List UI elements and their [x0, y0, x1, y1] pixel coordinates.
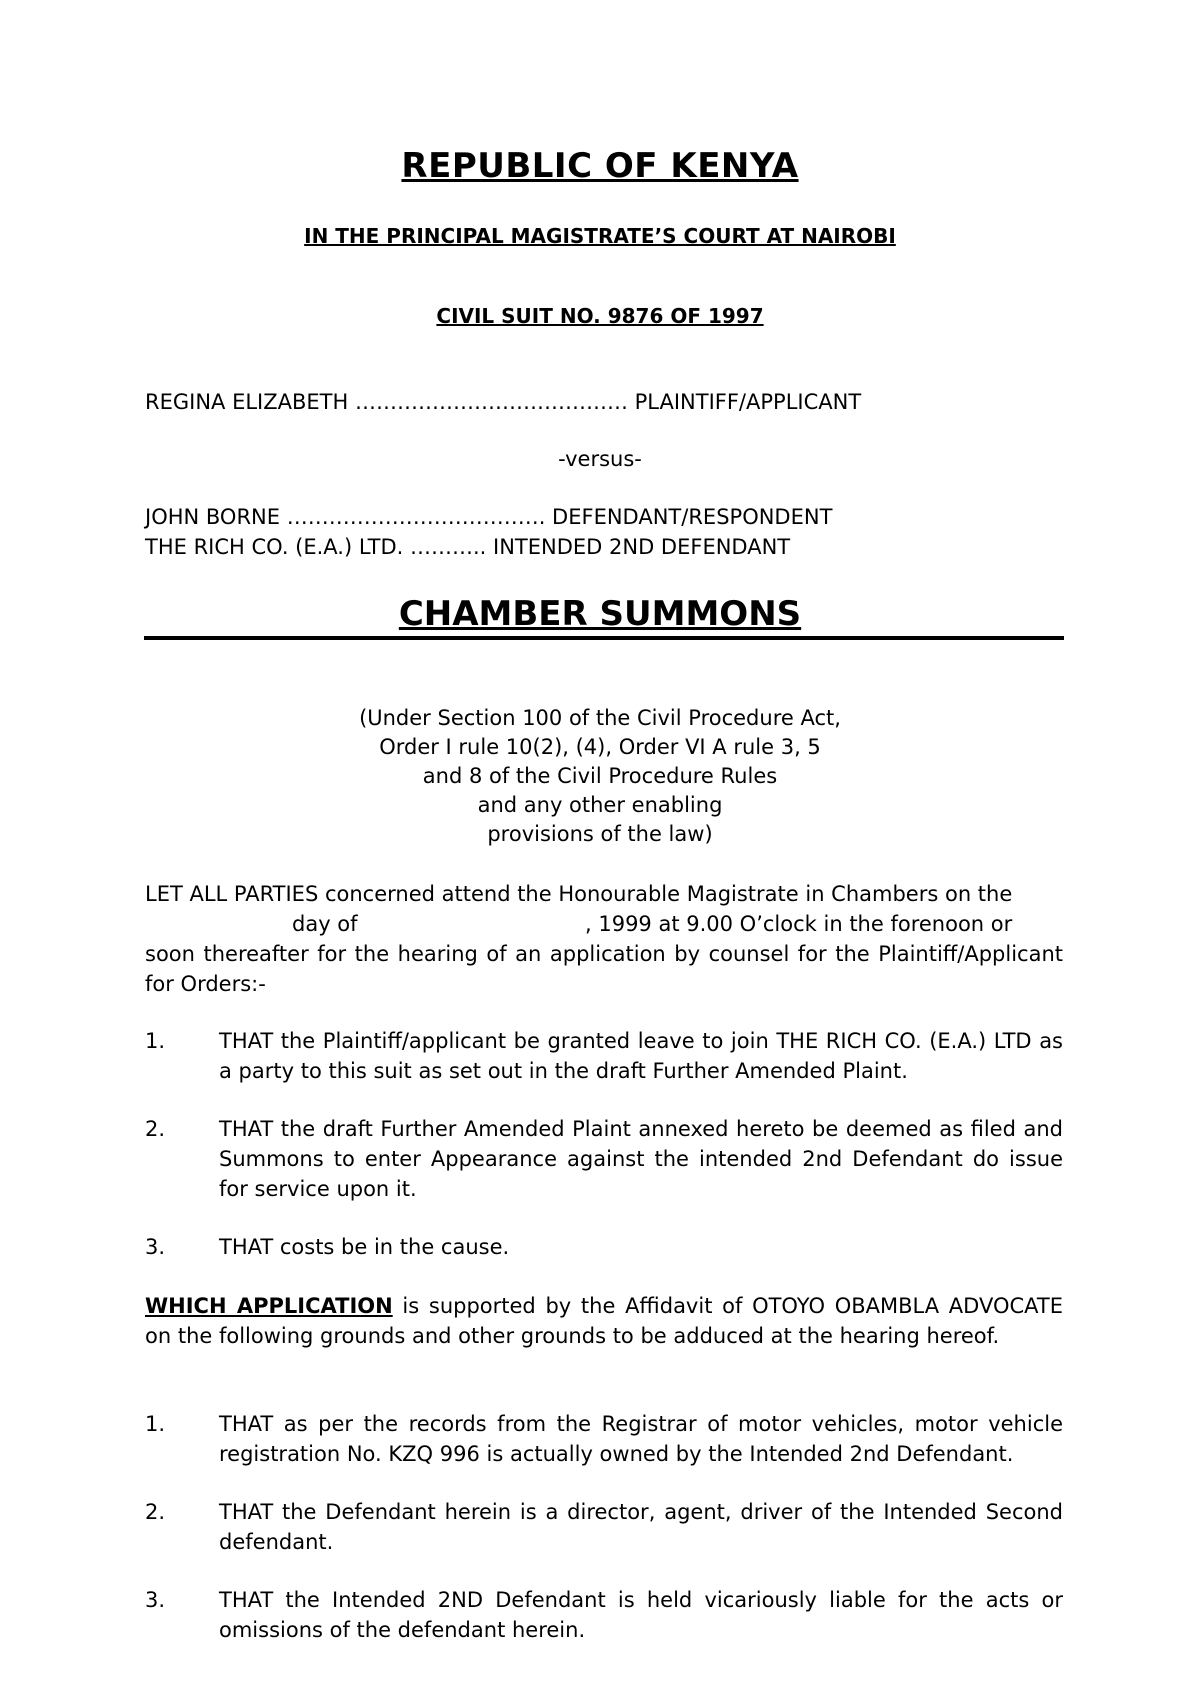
ground-number: 2. — [145, 1500, 166, 1524]
statutory-line: Order I rule 10(2), (4), Order VI A rule 3, 5 — [379, 735, 821, 759]
ground-number: 3. — [145, 1588, 166, 1612]
notice-day-of: day of — [292, 912, 358, 936]
notice-line-1: LET ALL PARTIES concerned attend the Honourable Magistrate in Chambers on the — [145, 882, 1013, 906]
order-number: 3. — [145, 1235, 166, 1259]
order-text: THAT the draft Further Amended Plaint annexed hereto be deemed as filed and Summons to enter Appearance against the intended 2nd Defendant do issue for service upon it. — [219, 1117, 1063, 1201]
application-lead: WHICH APPLICATION — [145, 1294, 393, 1318]
notice-year-time: , 1999 at 9.00 O’clock in the forenoon or — [585, 912, 1013, 936]
defendant-line: JOHN BORNE ………………………………. DEFENDANT/RESPONDENT — [145, 505, 833, 529]
ground-number: 1. — [145, 1412, 166, 1436]
statutory-line: and any other enabling — [477, 793, 723, 817]
order-text: THAT costs be in the cause. — [219, 1235, 510, 1259]
order-number: 1. — [145, 1029, 166, 1053]
plaintiff-line: REGINA ELIZABETH ………………………………… PLAINTIFF/APPLICANT — [145, 390, 862, 414]
statutory-line: (Under Section 100 of the Civil Procedure Act, — [359, 706, 841, 730]
intended-defendant-line: THE RICH CO. (E.A.) LTD. ……….. INTENDED 2ND DEFENDANT — [145, 535, 791, 559]
court-heading: IN THE PRINCIPAL MAGISTRATE’S COURT AT NAIROBI — [304, 224, 896, 248]
suit-number-heading: CIVIL SUIT NO. 9876 OF 1997 — [436, 304, 764, 328]
ground-text: THAT the Defendant herein is a director, agent, driver of the Intended Second defendant. — [219, 1500, 1063, 1554]
versus-label: -versus- — [558, 447, 642, 471]
statutory-basis — [0, 704, 1200, 849]
order-number: 2. — [145, 1117, 166, 1141]
application-text: is supported by the Affidavit of OTOYO OBAMBLA ADVOCATE on the following grounds and other grounds to be adduced at the hearing hereof. — [145, 1294, 1063, 1348]
title-divider — [144, 636, 1064, 640]
notice-rest: soon thereafter for the hearing of an application by counsel for the Plaintiff/Applicant for Orders:- — [145, 942, 1063, 996]
statutory-line: provisions of the law) — [487, 822, 713, 846]
republic-heading: REPUBLIC OF KENYA — [401, 146, 799, 186]
order-text: THAT the Plaintiff/applicant be granted leave to join THE RICH CO. (E.A.) LTD as a party to this suit as set out in the draft Further Amended Plaint. — [219, 1029, 1063, 1083]
statutory-line: and 8 of the Civil Procedure Rules — [422, 764, 778, 788]
ground-text: THAT as per the records from the Registrar of motor vehicles, motor vehicle registration No. KZQ 996 is actually owned by the Intended 2nd Defendant. — [219, 1412, 1063, 1466]
application-paragraph — [145, 1291, 1063, 1351]
chamber-summons-title: CHAMBER SUMMONS — [398, 594, 802, 634]
ground-text: THAT the Intended 2ND Defendant is held vicariously liable for the acts or omissions of the defendant herein. — [219, 1588, 1063, 1642]
